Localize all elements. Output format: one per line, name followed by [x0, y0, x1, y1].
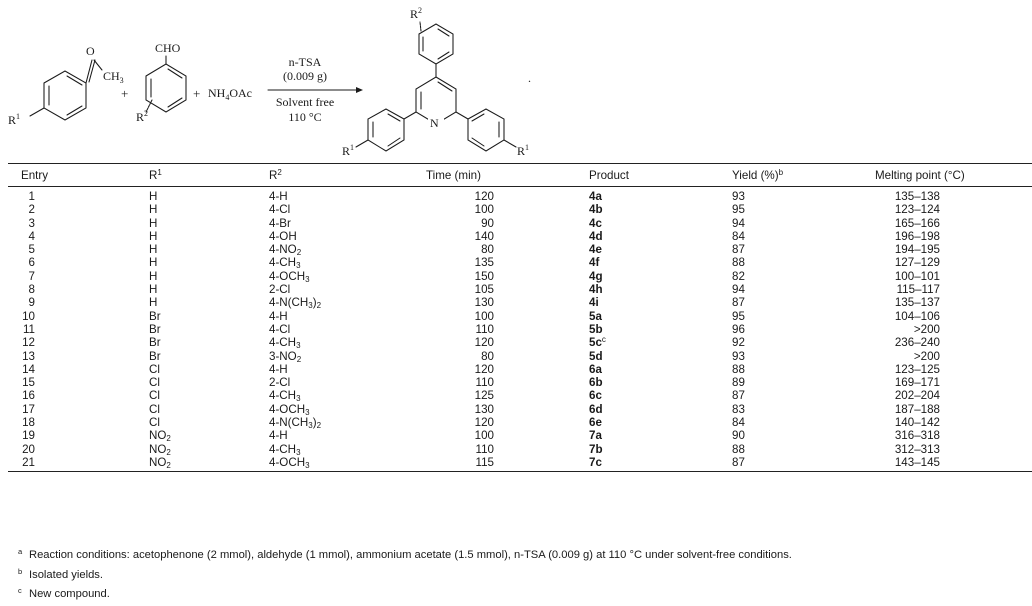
header-r2: $R^2$ [269, 164, 426, 187]
cell-time: 100 [474, 429, 494, 443]
cell-r1: H [149, 283, 158, 297]
cell-r1: H [149, 203, 158, 217]
cell-time: 80 [481, 243, 494, 257]
reaction-scheme [0, 0, 1032, 162]
cell-r1: $NO_2$ [149, 429, 171, 444]
cell-yield: 87 [732, 243, 745, 257]
header-time: Time (min) [426, 164, 589, 187]
cell-yield: 90 [732, 429, 745, 443]
cell-product: 4c [589, 216, 602, 230]
cell-time: 110 [475, 376, 494, 390]
table-footnotes [18, 544, 792, 603]
plus-sign-2: + [193, 86, 201, 101]
cell-product: 6e [589, 416, 602, 430]
cell-entry: 10 [22, 309, 35, 323]
table-row [8, 429, 1032, 442]
cell-product: 4e [589, 243, 602, 257]
cell-product: 4b [589, 203, 603, 217]
table-row [8, 243, 1032, 256]
arrow-head-icon [356, 87, 363, 93]
cell-r1: Cl [149, 416, 160, 430]
cell-product: 7c [589, 456, 732, 472]
cell-entry: 7 [28, 269, 35, 283]
footnote-mark: c [18, 586, 22, 595]
cell-melting-point: 100–101 [894, 269, 940, 283]
cell-time: 80 [481, 349, 494, 363]
cell-entry: 4 [28, 229, 35, 243]
cell-melting-point: 187–188 [894, 402, 940, 416]
r2-tail: )$_2$ [312, 416, 322, 431]
table-row [8, 217, 1032, 230]
cell-melting-point: 140–142 [894, 416, 940, 430]
carbonyl-oxygen-label: O [86, 44, 95, 58]
footnote-a [18, 544, 792, 564]
footnote-c [18, 583, 792, 603]
cell-r2: $4-OCH_3$ [269, 269, 310, 284]
table-row [8, 296, 1032, 309]
table-row [8, 403, 1032, 416]
cell-r1: $NO_2$ [149, 456, 269, 472]
table-row [8, 283, 1032, 296]
header-yield: Yield (%)$^b$ [732, 164, 875, 187]
cell-yield: 82 [732, 269, 745, 283]
cell-product: 4d [589, 229, 603, 243]
cell-product: 4h [589, 283, 603, 297]
r1-label: $R^1$ [8, 112, 21, 127]
cell-melting-point: >200 [913, 322, 940, 336]
cell-r2: 2-Cl [269, 283, 291, 297]
cell-yield: 93 [732, 349, 745, 363]
cell-entry: 19 [22, 429, 35, 443]
cell-entry: 13 [22, 349, 35, 363]
table-row [8, 456, 1032, 472]
cell-r1: H [149, 296, 158, 310]
cell-yield: 94 [732, 283, 745, 297]
cell-entry: 3 [28, 216, 35, 230]
cell-r2: $4-CH_3$ [269, 442, 301, 457]
header-r1: $R^1$ [149, 164, 269, 187]
product-r2-label: $R^2$ [410, 6, 423, 21]
cell-r2: 4-Cl [269, 322, 291, 336]
reactant-benzaldehyde [136, 41, 186, 124]
cell-yield: 94 [732, 216, 745, 230]
cell-r2: $4-N(CH_3)_2$ [269, 416, 322, 431]
results-table [8, 163, 1032, 472]
table-row [8, 443, 1032, 456]
cell-time: 140 [474, 229, 494, 243]
cell-r2: $4-CH_3$ [269, 336, 301, 351]
cell-yield: 83 [732, 402, 745, 416]
cell-r1: H [149, 256, 158, 270]
cell-r2: $4-CH_3$ [269, 389, 301, 404]
reactant-acetophenone [8, 44, 124, 127]
catalyst-amount-label: (0.009 g) [283, 69, 327, 83]
cell-yield: 96 [732, 322, 745, 336]
table-header-row [8, 164, 1032, 187]
header-melting-point: Melting point (°C) [875, 164, 1032, 187]
product-r1-right-label: $R^1$ [517, 143, 530, 158]
cell-time: 120 [474, 362, 494, 376]
cell-melting-point: 202–204 [894, 389, 940, 403]
cell-entry: 14 [22, 362, 35, 376]
cell-r2: $3-NO_2$ [269, 349, 302, 364]
cell-melting-point: 236–240 [894, 336, 940, 350]
table-row [8, 323, 1032, 336]
r2-tail: )$_2$ [312, 296, 322, 311]
cell-entry: 21 [8, 456, 149, 472]
cell-r1: H [149, 216, 158, 230]
cell-r1: H [149, 269, 158, 283]
cell-r2: 4-H [269, 190, 288, 203]
cell-r1: Br [149, 309, 161, 323]
cell-time: 120 [474, 190, 494, 203]
cell-yield: 88 [732, 442, 745, 456]
cell-product: $5c^c$ [589, 335, 606, 350]
cell-melting-point: 115–117 [896, 283, 940, 297]
cell-melting-point: 123–125 [894, 362, 940, 376]
cell-yield: 95 [732, 203, 745, 217]
cell-yield: 87 [732, 296, 745, 310]
cell-entry: 12 [22, 336, 35, 350]
table-row [8, 350, 1032, 363]
cell-r2: $4-CH_3$ [269, 256, 301, 271]
cell-product: 4f [589, 256, 600, 270]
cell-melting-point: 196–198 [894, 229, 940, 243]
cell-yield: 88 [732, 256, 745, 270]
cell-melting-point: 135–138 [894, 190, 940, 203]
cell-r1: Br [149, 322, 161, 336]
cell-r2: 4-H [269, 362, 288, 376]
table-row [8, 310, 1032, 323]
cell-time: 130 [474, 296, 494, 310]
pyridine-nitrogen-label: N [430, 116, 439, 130]
cell-yield: 93 [732, 190, 745, 203]
cell-entry: 2 [28, 203, 35, 217]
cell-yield: 95 [732, 309, 745, 323]
cell-r1: Cl [149, 376, 160, 390]
cell-r1: H [149, 190, 158, 203]
cell-entry: 20 [22, 442, 35, 456]
table-row [8, 416, 1032, 429]
cell-entry: 11 [22, 322, 35, 336]
cell-product: 6c [589, 389, 602, 403]
cell-yield: 84 [732, 416, 745, 430]
r2-label: $R^2$ [136, 109, 149, 124]
cell-product: 5d [589, 349, 603, 363]
table-row [8, 363, 1032, 376]
cell-r1: Cl [149, 402, 160, 416]
cell-r1: Cl [149, 362, 160, 376]
cell-r1: Cl [149, 389, 160, 403]
cell-time: 120 [474, 336, 494, 350]
cell-r2: 4-OH [269, 229, 297, 243]
cell-product: 5b [589, 322, 603, 336]
aldehyde-label: CHO [155, 41, 181, 55]
header-product: Product [589, 164, 732, 187]
table-row [8, 230, 1032, 243]
product-triarylpyridine [342, 6, 529, 158]
cell-product: 4i [589, 296, 599, 310]
cell-yield: 87 [732, 456, 875, 472]
cell-time: 115 [426, 456, 589, 472]
cell-melting-point: 143–145 [875, 456, 1032, 472]
cell-melting-point: 316–318 [894, 429, 940, 443]
catalyst-label: n-TSA [288, 55, 322, 69]
cell-time: 110 [475, 442, 494, 456]
reaction-conditions [268, 55, 363, 124]
solvent-label: Solvent free [275, 95, 335, 109]
cell-yield: 87 [732, 389, 745, 403]
cell-r2: 4-Cl [269, 203, 291, 217]
cell-melting-point: >200 [913, 349, 940, 363]
table-row [8, 389, 1032, 402]
cell-time: 105 [474, 283, 494, 297]
table-row [8, 187, 1032, 204]
footnote-text: New compound. [29, 588, 110, 600]
cell-product: 4a [589, 190, 602, 203]
cell-entry: 5 [28, 243, 35, 257]
cell-product: 5a [589, 309, 602, 323]
cell-yield: 92 [732, 336, 745, 350]
scheme-period: . [528, 71, 531, 85]
cell-melting-point: 194–195 [894, 243, 940, 257]
cell-time: 120 [474, 416, 494, 430]
cell-r1: Br [149, 336, 161, 350]
cell-yield: 84 [732, 229, 745, 243]
cell-r1: Br [149, 349, 161, 363]
cell-r2: 4-Br [269, 216, 291, 230]
cell-r2: $4-OCH_3$ [269, 402, 310, 417]
cell-entry: 16 [22, 389, 35, 403]
cell-entry: 8 [28, 283, 35, 297]
cell-product: 4g [589, 269, 603, 283]
methyl-label: $CH_3$ [103, 69, 124, 85]
cell-melting-point: 165–166 [894, 216, 940, 230]
cell-time: 100 [474, 203, 494, 217]
temperature-label: 110 °C [288, 110, 322, 124]
cell-melting-point: 104–106 [894, 309, 940, 323]
cell-product: 7b [589, 442, 603, 456]
cell-entry: 15 [22, 376, 35, 390]
table-row [8, 270, 1032, 283]
cell-product: 6d [589, 402, 603, 416]
footnote-mark: b [18, 566, 23, 576]
cell-melting-point: 312–313 [894, 442, 940, 456]
cell-r2: $4-OCH_3$ [269, 456, 426, 472]
table-row [8, 376, 1032, 389]
cell-time: 100 [474, 309, 494, 323]
cell-entry: 1 [28, 190, 35, 203]
cell-product: 6a [589, 362, 602, 376]
cell-melting-point: 123–124 [894, 203, 940, 217]
footnote-b [18, 564, 792, 584]
cell-r1: $NO_2$ [149, 442, 171, 457]
cell-time: 135 [474, 256, 494, 270]
table-row [8, 336, 1032, 349]
table-body [8, 187, 1032, 472]
header-entry: Entry [8, 164, 149, 187]
cell-yield: 88 [732, 362, 745, 376]
footnote-mark: a [18, 547, 23, 556]
cell-time: 130 [474, 402, 494, 416]
cell-entry: 6 [28, 256, 35, 270]
cell-time: 150 [474, 269, 494, 283]
cell-time: 110 [475, 322, 494, 336]
table-row [8, 203, 1032, 216]
cell-entry: 17 [22, 402, 35, 416]
cell-r2: 2-Cl [269, 376, 291, 390]
cell-r2: 4-H [269, 429, 288, 443]
footnote-text: Reaction conditions: acetophenone (2 mmol), aldehyde (1 mmol), ammonium acetate (1.5 mmol), n-TSA (0.009 g) at 110 °C under solvent-free conditions. [29, 549, 792, 561]
cell-time: 90 [481, 216, 494, 230]
cell-entry: 18 [22, 416, 35, 430]
product-r1-left-label: $R^1$ [342, 143, 355, 158]
cell-r2: 4-H [269, 309, 288, 323]
results-table-container [8, 163, 1020, 472]
cell-product: 6b [589, 376, 603, 390]
cell-melting-point: 169–171 [894, 376, 940, 390]
plus-sign-1: + [121, 86, 129, 101]
cell-r1: H [149, 243, 158, 257]
ammonium-acetate-label: $NH_4OAc$ [208, 86, 253, 102]
cell-r2: $4-N(CH_3)_2$ [269, 296, 322, 311]
cell-r1: H [149, 229, 158, 243]
cell-r2: $4-NO_2$ [269, 243, 302, 258]
cell-melting-point: 135–137 [894, 296, 940, 310]
cell-melting-point: 127–129 [894, 256, 940, 270]
cell-time: 125 [474, 389, 494, 403]
cell-product: 7a [589, 429, 602, 443]
footnote-text: Isolated yields. [29, 568, 104, 581]
table-row [8, 256, 1032, 269]
cell-entry: 9 [28, 296, 35, 310]
cell-yield: 89 [732, 376, 745, 390]
